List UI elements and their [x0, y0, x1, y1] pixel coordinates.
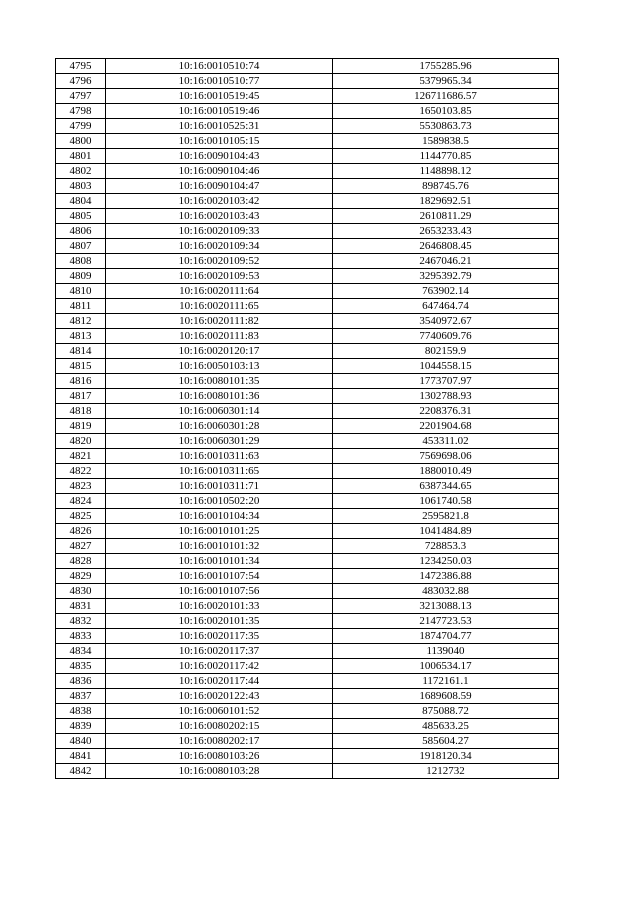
value-cell: 2653233.43: [333, 224, 559, 239]
table-row: [56, 494, 559, 509]
value-cell: 1589838.5: [333, 134, 559, 149]
table-row: [56, 314, 559, 329]
value-cell: 1172161.1: [333, 674, 559, 689]
value-cell: 2595821.8: [333, 509, 559, 524]
value-cell: 1773707.97: [333, 374, 559, 389]
value-cell: 1918120.34: [333, 749, 559, 764]
value-cell: 1755285.96: [333, 59, 559, 74]
cadastral-number-cell: 10:16:0020103:43: [106, 209, 333, 224]
cadastral-number-cell: 10:16:0010510:74: [106, 59, 333, 74]
cadastral-number-cell: 10:16:0020117:42: [106, 659, 333, 674]
cadastral-number-cell: 10:16:0020120:17: [106, 344, 333, 359]
row-number-cell: 4807: [56, 239, 106, 254]
cadastral-number-cell: 10:16:0010107:56: [106, 584, 333, 599]
table-row: [56, 704, 559, 719]
table-row: [56, 584, 559, 599]
value-cell: 585604.27: [333, 734, 559, 749]
row-number-cell: 4806: [56, 224, 106, 239]
table-row: [56, 404, 559, 419]
row-number-cell: 4833: [56, 629, 106, 644]
table-row: [56, 209, 559, 224]
row-number-cell: 4802: [56, 164, 106, 179]
row-number-cell: 4797: [56, 89, 106, 104]
value-cell: 1144770.85: [333, 149, 559, 164]
row-number-cell: 4823: [56, 479, 106, 494]
value-cell: 1041484.89: [333, 524, 559, 539]
table-row: [56, 734, 559, 749]
table-row: [56, 104, 559, 119]
table-row: [56, 179, 559, 194]
row-number-cell: 4805: [56, 209, 106, 224]
row-number-cell: 4812: [56, 314, 106, 329]
row-number-cell: 4828: [56, 554, 106, 569]
table-row: [56, 164, 559, 179]
cadastral-number-cell: 10:16:0020103:42: [106, 194, 333, 209]
row-number-cell: 4810: [56, 284, 106, 299]
cadastral-number-cell: 10:16:0020117:35: [106, 629, 333, 644]
table-row: [56, 344, 559, 359]
cadastral-number-cell: 10:16:0010105:15: [106, 134, 333, 149]
row-number-cell: 4839: [56, 719, 106, 734]
table-row: [56, 674, 559, 689]
row-number-cell: 4832: [56, 614, 106, 629]
row-number-cell: 4815: [56, 359, 106, 374]
table-row: [56, 359, 559, 374]
cadastral-number-cell: 10:16:0020111:65: [106, 299, 333, 314]
row-number-cell: 4820: [56, 434, 106, 449]
row-number-cell: 4808: [56, 254, 106, 269]
row-number-cell: 4817: [56, 389, 106, 404]
table-row: [56, 434, 559, 449]
row-number-cell: 4829: [56, 569, 106, 584]
value-cell: 875088.72: [333, 704, 559, 719]
cadastral-number-cell: 10:16:0010107:54: [106, 569, 333, 584]
table-row: [56, 599, 559, 614]
value-cell: 802159.9: [333, 344, 559, 359]
row-number-cell: 4796: [56, 74, 106, 89]
row-number-cell: 4803: [56, 179, 106, 194]
value-cell: 483032.88: [333, 584, 559, 599]
table-row: [56, 59, 559, 74]
cadastral-number-cell: 10:16:0060101:52: [106, 704, 333, 719]
cadastral-number-cell: 10:16:0080202:17: [106, 734, 333, 749]
cadastral-value-table: [55, 58, 559, 779]
table-row: [56, 119, 559, 134]
row-number-cell: 4804: [56, 194, 106, 209]
value-cell: 2646808.45: [333, 239, 559, 254]
row-number-cell: 4836: [56, 674, 106, 689]
cadastral-number-cell: 10:16:0010104:34: [106, 509, 333, 524]
row-number-cell: 4798: [56, 104, 106, 119]
value-cell: 1139040: [333, 644, 559, 659]
value-cell: 2610811.29: [333, 209, 559, 224]
value-cell: 453311.02: [333, 434, 559, 449]
cadastral-number-cell: 10:16:0020109:33: [106, 224, 333, 239]
cadastral-number-cell: 10:16:0020109:52: [106, 254, 333, 269]
row-number-cell: 4841: [56, 749, 106, 764]
cadastral-number-cell: 10:16:0080101:35: [106, 374, 333, 389]
table-row: [56, 479, 559, 494]
cadastral-number-cell: 10:16:0020122:43: [106, 689, 333, 704]
row-number-cell: 4835: [56, 659, 106, 674]
cadastral-number-cell: 10:16:0010502:20: [106, 494, 333, 509]
row-number-cell: 4830: [56, 584, 106, 599]
value-cell: 1829692.51: [333, 194, 559, 209]
cadastral-number-cell: 10:16:0060301:28: [106, 419, 333, 434]
row-number-cell: 4831: [56, 599, 106, 614]
row-number-cell: 4811: [56, 299, 106, 314]
cadastral-number-cell: 10:16:0020117:37: [106, 644, 333, 659]
row-number-cell: 4824: [56, 494, 106, 509]
table-row: [56, 299, 559, 314]
cadastral-number-cell: 10:16:0060301:29: [106, 434, 333, 449]
cadastral-number-cell: 10:16:0010519:46: [106, 104, 333, 119]
row-number-cell: 4821: [56, 449, 106, 464]
value-cell: 1302788.93: [333, 389, 559, 404]
row-number-cell: 4822: [56, 464, 106, 479]
table-row: [56, 719, 559, 734]
cadastral-number-cell: 10:16:0020111:64: [106, 284, 333, 299]
value-cell: 1148898.12: [333, 164, 559, 179]
value-cell: 126711686.57: [333, 89, 559, 104]
table-row: [56, 329, 559, 344]
cadastral-number-cell: 10:16:0020111:83: [106, 329, 333, 344]
cadastral-number-cell: 10:16:0020111:82: [106, 314, 333, 329]
cadastral-number-cell: 10:16:0010101:25: [106, 524, 333, 539]
value-cell: 1880010.49: [333, 464, 559, 479]
table-row: [56, 374, 559, 389]
table-row: [56, 239, 559, 254]
row-number-cell: 4799: [56, 119, 106, 134]
cadastral-number-cell: 10:16:0060301:14: [106, 404, 333, 419]
table-row: [56, 569, 559, 584]
value-cell: 5530863.73: [333, 119, 559, 134]
cadastral-number-cell: 10:16:0050103:13: [106, 359, 333, 374]
cadastral-number-cell: 10:16:0020101:35: [106, 614, 333, 629]
table-row: [56, 449, 559, 464]
row-number-cell: 4814: [56, 344, 106, 359]
cadastral-number-cell: 10:16:0090104:43: [106, 149, 333, 164]
table-row: [56, 644, 559, 659]
table-row: [56, 629, 559, 644]
row-number-cell: 4827: [56, 539, 106, 554]
table-row: [56, 89, 559, 104]
value-cell: 2467046.21: [333, 254, 559, 269]
cadastral-number-cell: 10:16:0010519:45: [106, 89, 333, 104]
cadastral-number-cell: 10:16:0010311:65: [106, 464, 333, 479]
value-cell: 3540972.67: [333, 314, 559, 329]
table-row: [56, 614, 559, 629]
value-cell: 728853.3: [333, 539, 559, 554]
cadastral-number-cell: 10:16:0010101:34: [106, 554, 333, 569]
table-row: [56, 764, 559, 779]
cadastral-number-cell: 10:16:0020101:33: [106, 599, 333, 614]
cadastral-number-cell: 10:16:0010525:31: [106, 119, 333, 134]
row-number-cell: 4818: [56, 404, 106, 419]
table-row: [56, 749, 559, 764]
value-cell: 3213088.13: [333, 599, 559, 614]
cadastral-number-cell: 10:16:0020109:34: [106, 239, 333, 254]
table-row: [56, 134, 559, 149]
value-cell: 2208376.31: [333, 404, 559, 419]
table-row: [56, 539, 559, 554]
row-number-cell: 4840: [56, 734, 106, 749]
table-row: [56, 689, 559, 704]
table-row: [56, 74, 559, 89]
cadastral-number-cell: 10:16:0090104:46: [106, 164, 333, 179]
cadastral-number-cell: 10:16:0080103:28: [106, 764, 333, 779]
value-cell: 1689608.59: [333, 689, 559, 704]
value-cell: 1874704.77: [333, 629, 559, 644]
cadastral-number-cell: 10:16:0010510:77: [106, 74, 333, 89]
value-cell: 647464.74: [333, 299, 559, 314]
value-cell: 1061740.58: [333, 494, 559, 509]
cadastral-number-cell: 10:16:0020117:44: [106, 674, 333, 689]
row-number-cell: 4819: [56, 419, 106, 434]
cadastral-number-cell: 10:16:0020109:53: [106, 269, 333, 284]
value-cell: 7740609.76: [333, 329, 559, 344]
table-row: [56, 284, 559, 299]
value-cell: 3295392.79: [333, 269, 559, 284]
row-number-cell: 4838: [56, 704, 106, 719]
table-row: [56, 389, 559, 404]
cadastral-number-cell: 10:16:0010101:32: [106, 539, 333, 554]
table-row: [56, 464, 559, 479]
value-cell: 1212732: [333, 764, 559, 779]
value-cell: 2201904.68: [333, 419, 559, 434]
value-cell: 1044558.15: [333, 359, 559, 374]
cadastral-number-cell: 10:16:0080101:36: [106, 389, 333, 404]
value-cell: 1472386.88: [333, 569, 559, 584]
table-body: [56, 59, 559, 779]
table-row: [56, 224, 559, 239]
value-cell: 1650103.85: [333, 104, 559, 119]
cadastral-number-cell: 10:16:0090104:47: [106, 179, 333, 194]
row-number-cell: 4800: [56, 134, 106, 149]
row-number-cell: 4809: [56, 269, 106, 284]
value-cell: 1006534.17: [333, 659, 559, 674]
value-cell: 2147723.53: [333, 614, 559, 629]
table-row: [56, 254, 559, 269]
cadastral-number-cell: 10:16:0080202:15: [106, 719, 333, 734]
value-cell: 485633.25: [333, 719, 559, 734]
row-number-cell: 4826: [56, 524, 106, 539]
table-row: [56, 554, 559, 569]
row-number-cell: 4813: [56, 329, 106, 344]
value-cell: 1234250.03: [333, 554, 559, 569]
cadastral-number-cell: 10:16:0080103:26: [106, 749, 333, 764]
row-number-cell: 4795: [56, 59, 106, 74]
value-cell: 6387344.65: [333, 479, 559, 494]
row-number-cell: 4801: [56, 149, 106, 164]
table-row: [56, 524, 559, 539]
table-row: [56, 419, 559, 434]
row-number-cell: 4825: [56, 509, 106, 524]
table-row: [56, 659, 559, 674]
cadastral-number-cell: 10:16:0010311:71: [106, 479, 333, 494]
row-number-cell: 4816: [56, 374, 106, 389]
table-row: [56, 194, 559, 209]
cadastral-number-cell: 10:16:0010311:63: [106, 449, 333, 464]
value-cell: 7569698.06: [333, 449, 559, 464]
value-cell: 763902.14: [333, 284, 559, 299]
table-row: [56, 269, 559, 284]
row-number-cell: 4842: [56, 764, 106, 779]
value-cell: 898745.76: [333, 179, 559, 194]
table-row: [56, 509, 559, 524]
value-cell: 5379965.34: [333, 74, 559, 89]
table-row: [56, 149, 559, 164]
row-number-cell: 4834: [56, 644, 106, 659]
row-number-cell: 4837: [56, 689, 106, 704]
